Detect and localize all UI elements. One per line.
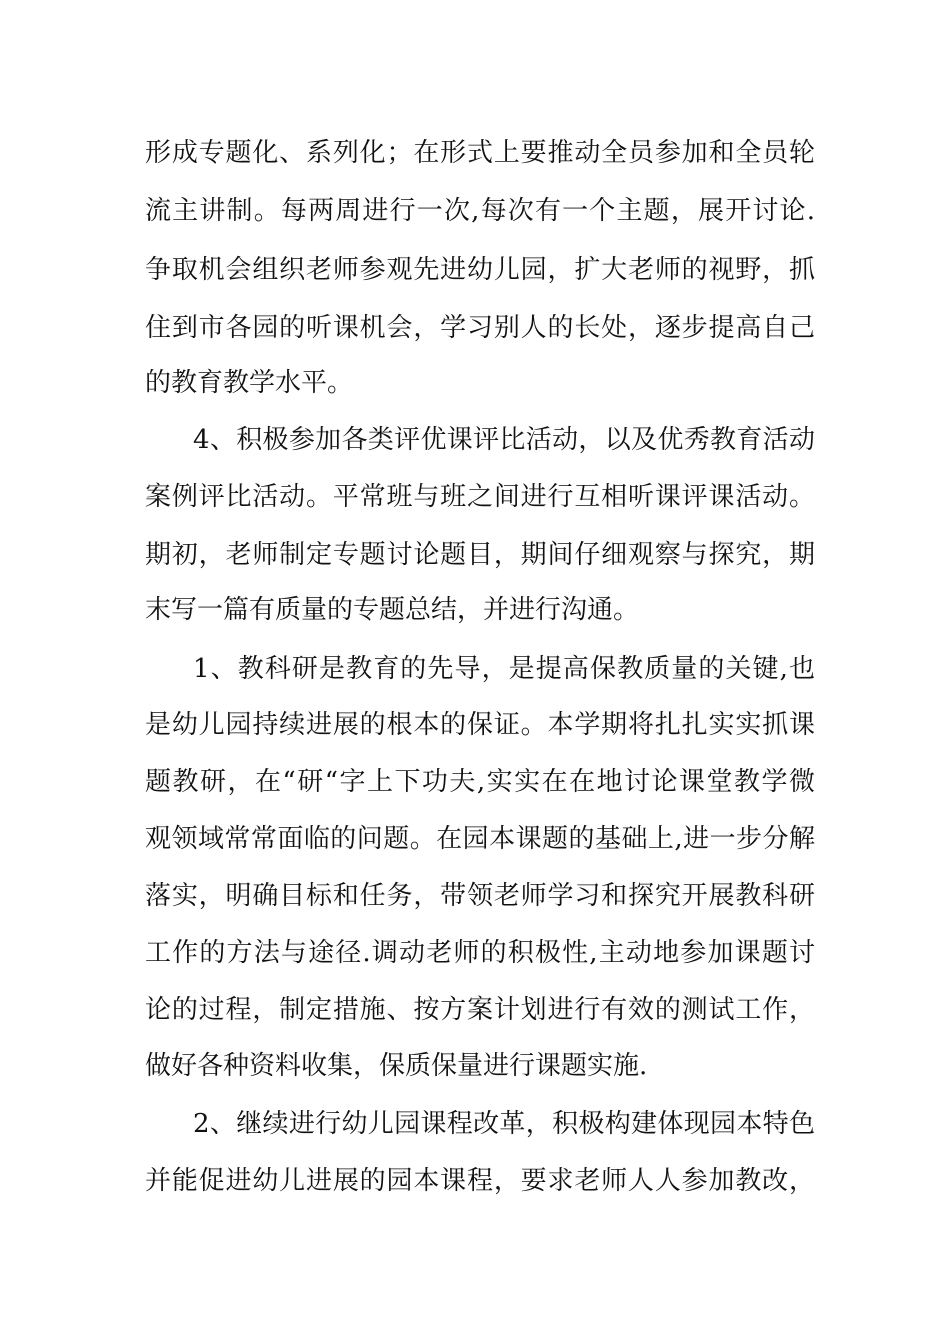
text-line: 的教育教学水平。 (145, 368, 354, 398)
text-line: 形成专题化、系列化；在形式上要推动全员参加和全员轮 (145, 138, 815, 168)
text-line: 是幼儿园持续进展的根本的保证。本学期将扎扎实实抓课 (145, 710, 815, 740)
text-line: 题教研，在“研“字上下功夫,实实在在地讨论课堂教学微 (145, 767, 815, 797)
text-line: 落实，明确目标和任务，带领老师学习和探究开展教科研 (145, 881, 815, 911)
text-line: 工作的方法与途径.调动老师的积极性,主动地参加课题讨 (145, 938, 815, 968)
text-line: 论的过程，制定措施、按方案计划进行有效的测试工作， (145, 995, 815, 1025)
text-line: 流主讲制。每两周进行一次,每次有一个主题，展开讨论. (145, 196, 815, 226)
paragraph-start-line: 1、教科研是教育的先导，是提高保教质量的关键,也 (193, 654, 815, 684)
text-line: 末写一篇有质量的专题总结，并进行沟通。 (145, 595, 640, 625)
text-line: 案例评比活动。平常班与班之间进行互相听课评课活动。 (145, 482, 815, 512)
text-line: 做好各种资料收集，保质保量进行课题实施. (145, 1051, 648, 1081)
text-line: 住到市各园的听课机会，学习别人的长处，逐步提高自己 (145, 313, 815, 343)
text-line: 争取机会组织老师参观先进幼儿园，扩大老师的视野，抓 (145, 255, 815, 285)
text-line: 并能促进幼儿进展的园本课程，要求老师人人参加教改， (145, 1166, 815, 1196)
text-line: 期初，老师制定专题讨论题目，期间仔细观察与探究，期 (145, 540, 815, 570)
paragraph-start-line: 2、继续进行幼儿园课程改革，积极构建体现园本特色 (193, 1109, 815, 1139)
paragraph-start-line: 4、积极参加各类评优课评比活动，以及优秀教育活动 (193, 425, 815, 455)
text-line: 观领域常常面临的问题。在园本课题的基础上,进一步分解 (145, 824, 815, 854)
